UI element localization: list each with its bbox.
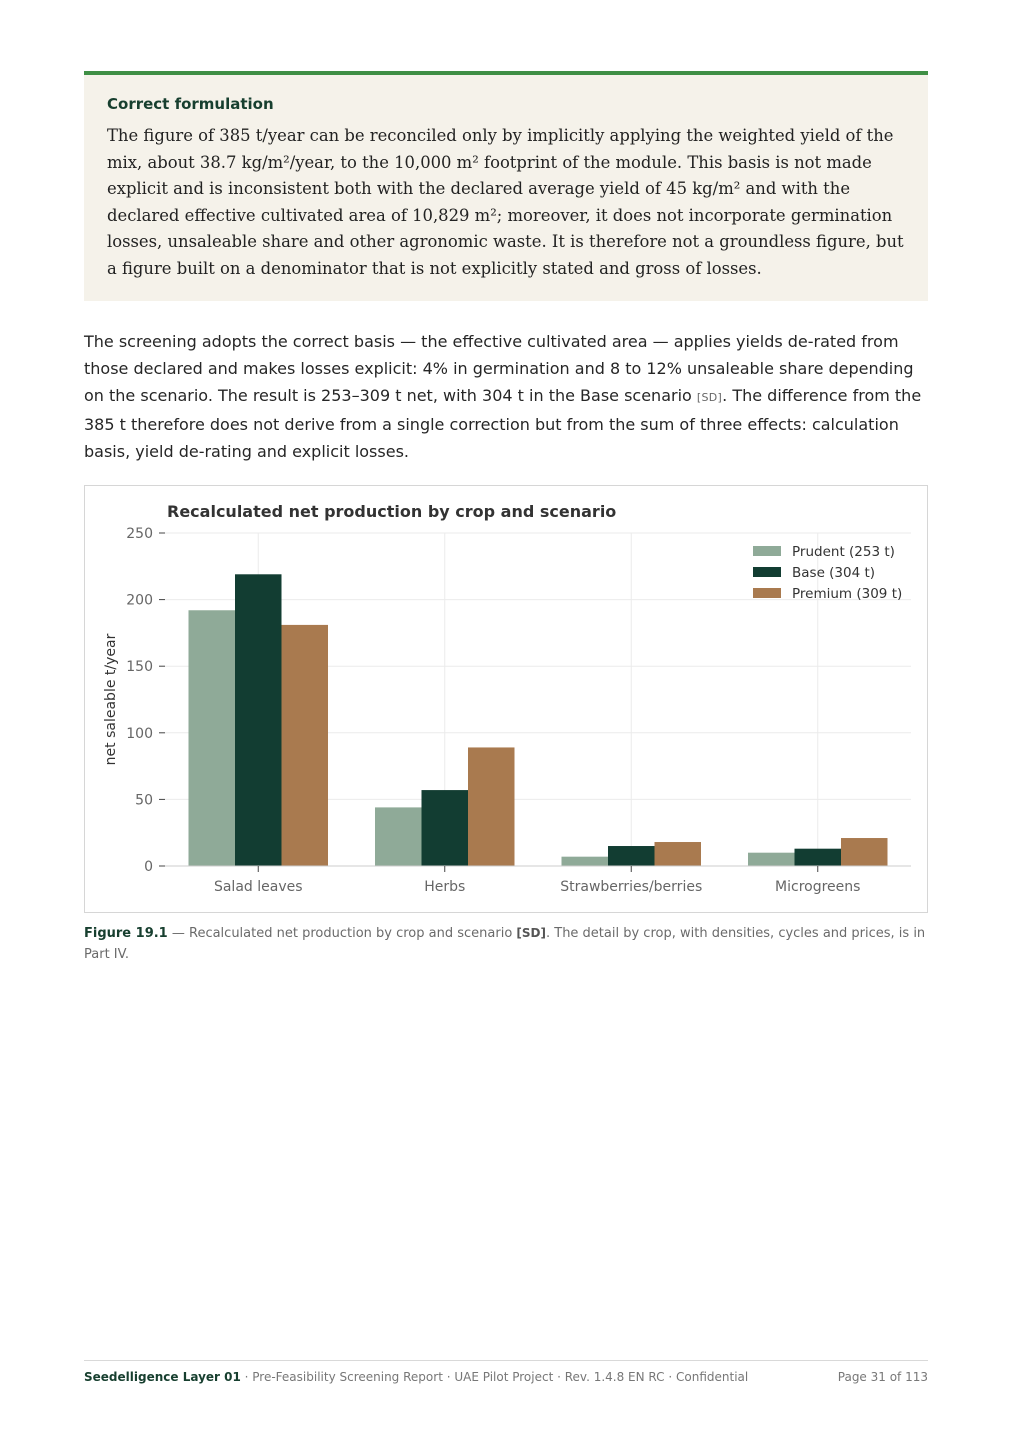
- bar: [655, 842, 702, 866]
- figure-box: [84, 485, 928, 913]
- footer-divider: [84, 1360, 928, 1361]
- y-tick-label: 50: [135, 792, 153, 809]
- x-tick-label: Strawberries/berries: [560, 879, 703, 895]
- y-axis-label: net saleable t/year: [103, 633, 119, 766]
- footer-details: · Pre-Feasibility Screening Report · UAE Pilot Project · Rev. 1.4.8 EN RC · Confidential: [240, 1370, 749, 1384]
- y-tick-label: 150: [126, 659, 153, 676]
- legend-swatch: [753, 567, 781, 577]
- legend-entry: Premium (309 t): [792, 586, 903, 602]
- legend-swatch: [753, 546, 781, 556]
- bar: [795, 849, 842, 866]
- bar: [608, 846, 655, 866]
- y-tick-label: 100: [126, 725, 153, 742]
- caption-ref-tag: [SD]: [516, 926, 546, 940]
- bar: [841, 838, 888, 866]
- page-number: Page 31 of 113: [837, 1370, 928, 1384]
- caption-label: Figure 19.1: [84, 926, 168, 941]
- bar: [235, 574, 282, 866]
- bar: [562, 857, 609, 866]
- x-tick-label: Microgreens: [775, 879, 861, 895]
- x-tick-label: Salad leaves: [213, 879, 303, 895]
- bar: [189, 610, 236, 866]
- footer-info: [84, 1370, 748, 1384]
- legend-entry: Prudent (253 t): [792, 544, 895, 560]
- bar: [748, 853, 795, 866]
- bar-chart: [85, 486, 927, 912]
- caption-text: . The detail by crop, with densities, cycles and prices, is in Part IV.: [84, 926, 926, 962]
- x-tick-label: Herbs: [424, 879, 466, 895]
- figure-caption: [84, 923, 930, 965]
- legend-entry: Base (304 t): [792, 565, 876, 581]
- bar: [375, 807, 422, 866]
- bar: [282, 625, 329, 866]
- y-tick-label: 250: [126, 526, 153, 542]
- bar: [422, 790, 469, 866]
- callout-box: [84, 71, 928, 301]
- footer-brand: Seedelligence Layer 01: [84, 1370, 241, 1384]
- legend-swatch: [753, 588, 781, 598]
- y-tick-label: 0: [144, 859, 153, 875]
- body-paragraph-text-2: . The difference from the 385 t therefore does not derive from a single correction but from the sum of three effects: calculation basis, yield de-rating and explicit losses.: [84, 386, 922, 461]
- body-paragraph: [84, 328, 930, 465]
- callout-title: Correct formulation: [107, 95, 274, 113]
- source-ref-tag: [SD]: [696, 391, 723, 404]
- caption-dash-text: — Recalculated net production by crop and scenario: [167, 926, 517, 941]
- bar: [468, 747, 515, 866]
- chart-title: Recalculated net production by crop and scenario: [167, 502, 617, 521]
- y-tick-label: 200: [126, 592, 153, 609]
- callout-body: The figure of 385 t/year can be reconciled only by implicitly applying the weighted yield of the mix, about 38.7 kg/m²/year, to the 10,000 m² footprint of the module. This basis is not made explicit and is inconsistent both with the declared average yield of 45 kg/m² and with the declared effective cultivated area of 10,829 m²; moreover, it does not incorporate germination losses, unsaleable share and other agronomic waste. It is therefore not a groundless figure, but a figure built on a denominator that is not explicitly stated and gross of losses.: [107, 126, 904, 278]
- body-paragraph-text-1: The screening adopts the correct basis — the effective cultivated area — applies yields de-rated from those declared and makes losses explicit: 4% in germination and 8 to 12% unsaleable share depending on the scenario. The result is 253–309 t net, with 304 t in the Base scenario: [84, 332, 914, 405]
